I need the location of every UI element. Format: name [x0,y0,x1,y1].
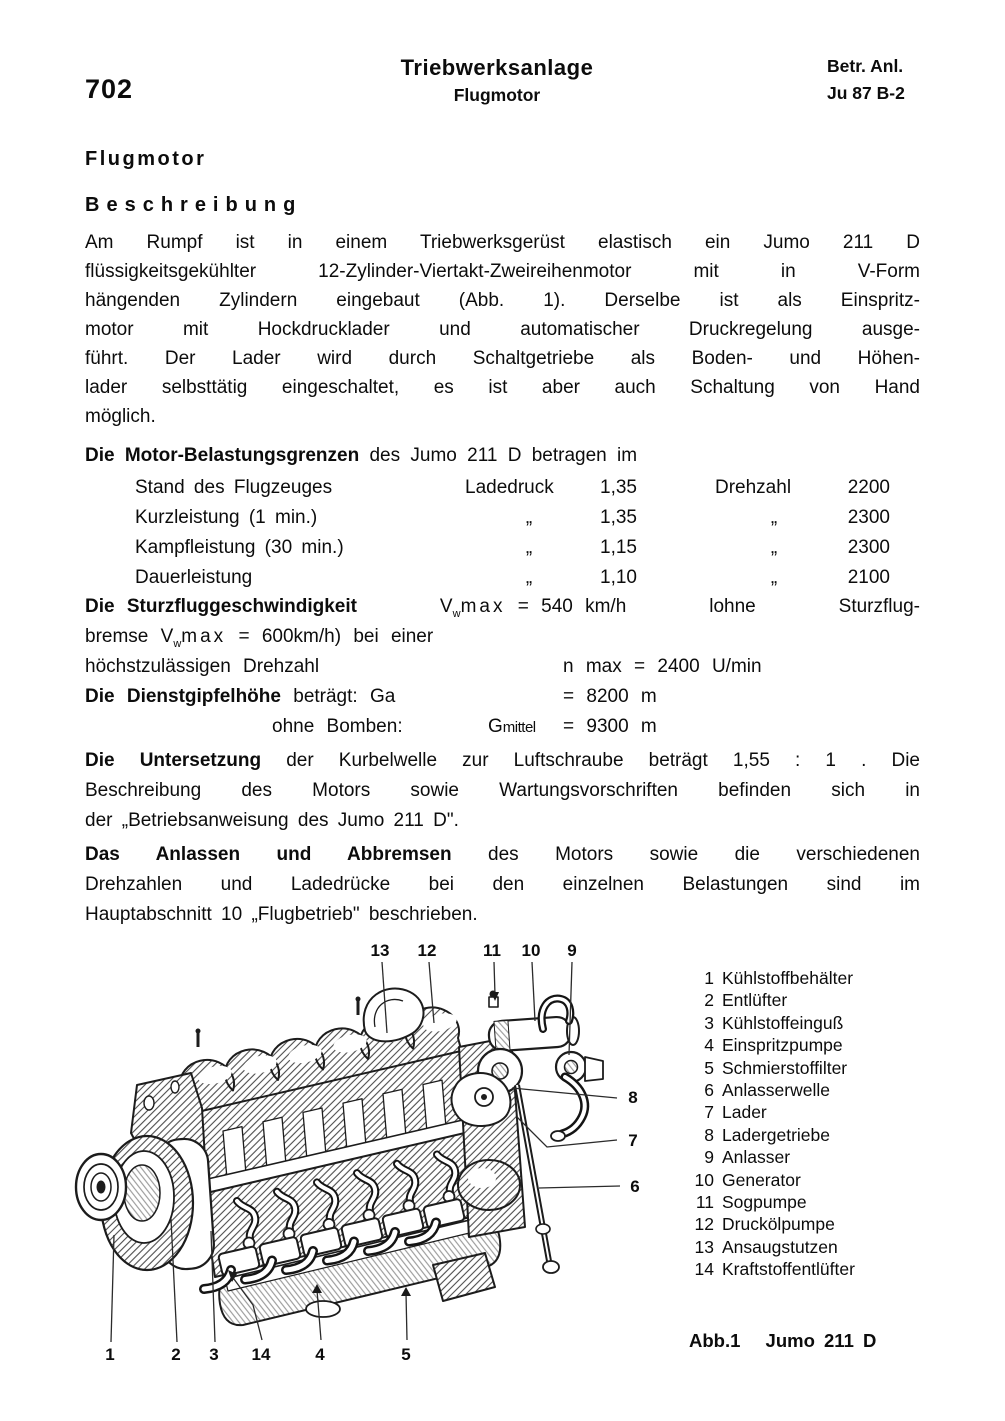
legend-item [688,1258,918,1280]
legend-item [688,989,918,1011]
drehzahl-value: 2300 [847,507,890,528]
text-line: Am Rumpf ist in einem Triebwerksgerüst elastisch ein Jumo 211 D [85,232,920,253]
legend-item [688,1236,918,1258]
drehzahl-label: „ [770,537,778,558]
legend-item [688,1034,918,1056]
figure-callout-2: 2 [171,1345,181,1364]
text-line: Beschreibung des Motors sowie Wartungsvorschriften befinden sich in [85,780,920,801]
g-subscript: mittel [502,719,536,736]
limits-intro-rest: des Jumo 211 D betragen im [369,445,638,466]
legend-item [688,1124,918,1146]
figure-callout-10: 10 [521,941,541,960]
limits-intro [85,441,920,471]
dive-speed-bold: Die Sturzfluggeschwindigkeit [85,596,357,617]
ladedruck-value: 1,10 [600,567,637,588]
column-gap [637,503,715,533]
table-row [85,473,920,503]
legend-label: Generator [722,1169,801,1190]
legend-label: Sogpumpe [722,1191,807,1212]
legend-item [688,1191,918,1213]
ceiling-line [85,682,920,712]
header-ref-line1: Betr. Anl. [827,56,904,76]
figure-caption [689,1330,876,1352]
row-indent [85,563,135,593]
figure-legend [688,967,918,1280]
reduction-paragraph [85,746,920,836]
legend-item [688,1146,918,1168]
figure-callout-1: 1 [105,1345,115,1364]
header-reference [827,53,905,107]
text-line: Hauptabschnitt 10 „Flugbetrieb" beschrieben. [85,904,478,925]
starting-bold: Das Anlassen und Abbremsen [85,844,452,865]
ladedruck-value: 1,15 [600,537,637,558]
figure-callout-12: 12 [417,941,437,960]
figure-callout-8: 8 [628,1088,638,1107]
load-case-name: Dauerleistung [135,567,253,588]
legend-label: Druckölpumpe [722,1214,835,1235]
brake-word: bremse [85,626,149,647]
legend-item [688,1079,918,1101]
legend-number: 5 [704,1057,714,1078]
ladedruck-label: „ [525,567,533,588]
figure-callout-13: 13 [370,941,390,960]
g-symbol: G [488,716,503,737]
figure-callout-5: 5 [401,1345,411,1364]
legend-label: Entlüfter [722,990,788,1011]
legend-number: 3 [704,1012,714,1033]
ceiling-value: = 8200 m [563,686,657,707]
legend-label: Ladergetriebe [722,1124,830,1145]
column-gap [637,473,715,503]
ladedruck-value: 1,35 [600,507,637,528]
limits-table-rows [85,473,920,593]
header-title-block [252,55,742,106]
drehzahl-value: 2200 [847,477,890,498]
ceiling-no-bombs-line [85,712,920,742]
ceiling-label: beträgt: Ga [293,686,396,707]
ceiling-bold: Die Dienstgipfelhöhe [85,686,281,707]
drehzahl-value: 2100 [847,567,890,588]
text-line [85,746,920,776]
subsection-heading: Beschreibung [85,194,303,216]
header-title: Triebwerksanlage [400,55,594,80]
column-gap [637,533,715,563]
dive-speed-value [440,592,626,622]
text-line: motor mit Hockdrucklader und automatischer Druckregelung ausge- [85,319,920,340]
table-row [85,563,920,593]
rpm-label: höchstzulässigen Drehzahl [85,656,320,677]
row-indent [85,533,135,563]
figure [65,935,690,1390]
legend-number: 12 [694,1214,714,1235]
legend-item [688,1012,918,1034]
legend-item [688,967,918,989]
legend-number: 10 [694,1169,714,1190]
drehzahl-label: „ [770,567,778,588]
starting-rest: des Motors sowie die verschiedenen [488,844,920,865]
figure-callout-11: 11 [483,941,501,960]
row-indent [85,473,135,503]
legend-number: 2 [704,990,714,1011]
caption-text: Jumo 211 D [765,1330,877,1351]
legend-label: Anlasser [722,1147,791,1168]
legend-label: Anlasserwelle [722,1079,830,1100]
brake-eq: = 600km/h) bei einer [238,626,434,647]
legend-number: 4 [704,1035,714,1056]
spec-block [85,592,920,742]
v-max: max [181,626,227,647]
no-bombs-label: ohne Bomben: [272,716,403,737]
legend-number: 8 [704,1124,714,1145]
load-case-name: Kampfleistung (30 min.) [135,537,344,558]
reduction-rest: der Kurbelwelle zur Luftschraube beträgt 1,55 : 1 . Die [286,750,921,771]
legend-number: 1 [704,968,714,988]
rpm-value: n max = 2400 U/min [563,656,762,677]
legend-item [688,1057,918,1079]
reduction-bold: Die Untersetzung [85,750,262,771]
dive-tail-word: Sturzflug- [838,596,920,617]
header-ref-line2: Ju 87 B-2 [827,83,905,103]
v-subscript: w [452,607,461,620]
drehzahl-label: „ [770,507,778,528]
legend-number: 7 [704,1102,714,1123]
column-gap [637,563,715,593]
v-symbol: V [160,626,174,647]
text-line [85,840,920,870]
table-row [85,533,920,563]
row-indent [85,503,135,533]
legend-item [688,1213,918,1235]
dive-paren-word: lohne [709,596,756,617]
figure-callout-7: 7 [628,1131,638,1150]
legend-number: 13 [694,1236,714,1257]
dive-speed-line [85,592,920,622]
no-bombs-value: = 9300 m [563,716,657,737]
rpm-line [85,652,920,682]
limits-intro-bold: Die Motor-Belastungsgrenzen [85,445,360,466]
drehzahl-value: 2300 [847,537,890,558]
text-line: hängenden Zylindern eingebaut (Abb. 1). Derselbe ist als Einspritz- [85,290,920,311]
ladedruck-label: „ [525,507,533,528]
section-heading: Flugmotor [85,148,207,170]
legend-label: Kraftstoffentlüfter [722,1259,855,1280]
legend-label: Ansaugstutzen [722,1236,838,1257]
legend-label: Kühlstoffbehälter [722,968,854,988]
g-mittel [488,712,536,743]
starting-paragraph [85,840,920,930]
v-max: max [460,596,506,617]
ladedruck-label: Ladedruck [465,477,554,498]
figure-callout-9: 9 [567,941,577,960]
text-line: möglich. [85,406,156,427]
legend-number: 6 [704,1079,714,1100]
dive-speed-eq: = 540 km/h [517,596,627,617]
legend-item [688,1101,918,1123]
legend-item [688,1169,918,1191]
v-subscript: w [173,637,182,650]
dive-brake-line [85,622,920,652]
legend-number: 14 [694,1259,714,1280]
table-row [85,503,920,533]
figure-callout-6: 6 [630,1177,640,1196]
text-line: lader selbsttätig eingeschaltet, es ist aber auch Schaltung von Hand [85,377,920,398]
legend-number: 9 [704,1147,714,1168]
text-line: führt. Der Lader wird durch Schaltgetriebe als Boden- und Höhen- [85,348,920,369]
engine-illustration [65,935,690,1390]
caption-label: Abb.1 [689,1330,741,1351]
figure-callout-14: 14 [251,1345,271,1364]
load-case-name: Kurzleistung (1 min.) [135,507,318,528]
text-line: flüssigkeitsgekühlter 12-Zylinder-Viertakt-Zweireihenmotor mit in V-Form [85,261,920,282]
page-number: 702 [85,74,134,104]
legend-label: Lader [722,1102,767,1123]
text-line: Drehzahlen und Ladedrücke bei den einzelnen Belastungen sind im [85,874,920,895]
figure-callout-3: 3 [209,1345,219,1364]
brake-value [160,626,434,650]
drehzahl-label: Drehzahl [715,477,792,498]
load-case-name: Stand des Flugzeuges [135,477,333,498]
v-symbol: V [439,596,453,617]
legend-number: 11 [695,1191,714,1212]
text-line: der „Betriebsanweisung des Jumo 211 D". [85,810,459,831]
figure-callout-4: 4 [315,1345,325,1364]
ladedruck-label: „ [525,537,533,558]
legend-label: Einspritzpumpe [722,1035,843,1056]
legend-label: Kühlstoffeinguß [722,1012,844,1033]
ladedruck-value: 1,35 [600,477,637,498]
header-subtitle: Flugmotor [453,85,541,105]
legend-label: Schmierstoffilter [722,1057,848,1078]
description-paragraph [85,228,920,431]
